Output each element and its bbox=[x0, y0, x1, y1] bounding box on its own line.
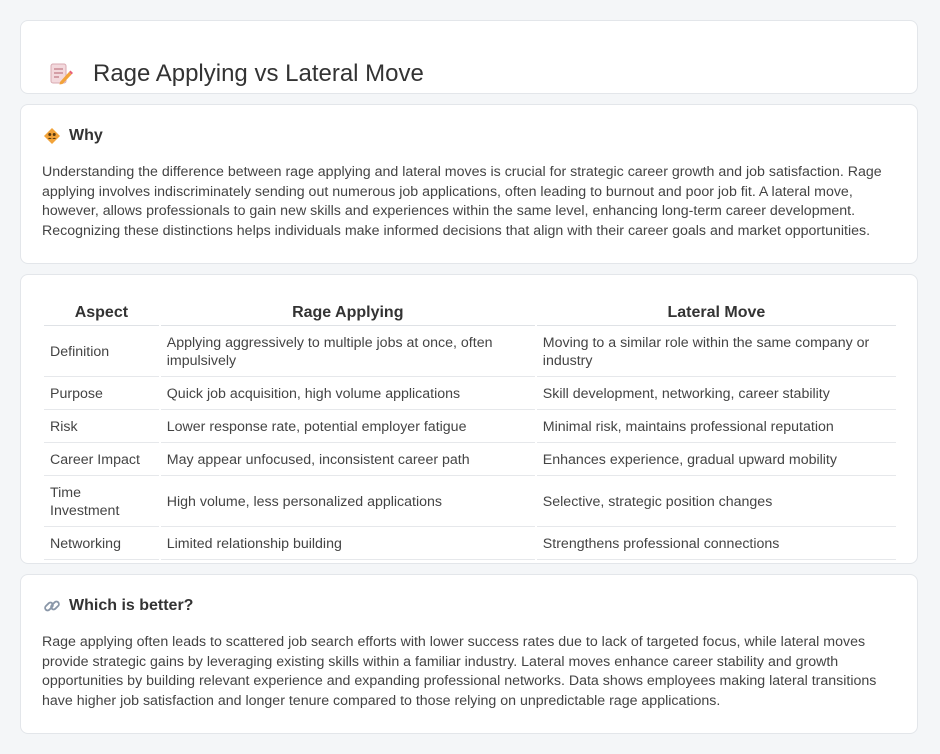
header-rage-applying: Rage Applying bbox=[161, 297, 535, 326]
rage-cell: High volume, less personalized applications bbox=[161, 478, 535, 527]
why-heading-label: Why bbox=[69, 127, 103, 144]
lateral-cell: Selective, strategic position changes bbox=[537, 478, 896, 527]
table-row bbox=[44, 328, 896, 377]
aspect-cell: Purpose bbox=[44, 379, 159, 410]
better-heading-label: Which is better? bbox=[69, 597, 194, 614]
better-heading bbox=[43, 597, 193, 615]
which-is-better-card bbox=[20, 574, 918, 734]
diamond-people-icon bbox=[43, 127, 61, 145]
lateral-cell: Strengthens professional connections bbox=[537, 529, 896, 560]
aspect-cell: Career Impact bbox=[44, 445, 159, 476]
link-icon bbox=[43, 597, 61, 615]
table-header-row bbox=[44, 297, 896, 326]
rage-cell: Limited relationship building bbox=[161, 529, 535, 560]
rage-cell: Quick job acquisition, high volume applications bbox=[161, 379, 535, 410]
table-row bbox=[44, 412, 896, 443]
lateral-cell: Enhances experience, gradual upward mobility bbox=[537, 445, 896, 476]
header-aspect: Aspect bbox=[44, 297, 159, 326]
table-row bbox=[44, 478, 896, 527]
document-edit-icon bbox=[47, 61, 73, 87]
comparison-card bbox=[20, 274, 918, 564]
better-paragraph: Rage applying often leads to scattered job search efforts with lower success rates due to lack of targeted focus, while lateral moves provide strategic gains by leveraging existing skills within a familiar industry. Lateral moves enhance career stability and growth opportunities by building relevant experience and expanding professional networks. Data shows employees making lateral transitions have higher job satisfaction and longer tenure compared to those relying on unpredictable rage applications. bbox=[42, 634, 877, 709]
why-paragraph: Understanding the difference between rage applying and lateral moves is crucial for strategic career growth and job satisfaction. Rage applying involves indiscriminately sending out numerous job applications, often leading to burnout and poor job fit. A lateral move, however, allows professionals to gain new skills and experiences within the same level, enhancing long-term career development. Recognizing these distinctions helps individuals make informed decisions that align with their career goals and market opportunities. bbox=[42, 164, 882, 239]
aspect-cell: Risk bbox=[44, 412, 159, 443]
comparison-table bbox=[42, 295, 898, 562]
table-row bbox=[44, 529, 896, 560]
title-row bbox=[47, 43, 424, 105]
why-heading bbox=[43, 127, 103, 145]
aspect-cell: Networking bbox=[44, 529, 159, 560]
table-row bbox=[44, 445, 896, 476]
lateral-cell: Skill development, networking, career stability bbox=[537, 379, 896, 410]
header-lateral-move: Lateral Move bbox=[537, 297, 896, 326]
rage-cell: May appear unfocused, inconsistent career path bbox=[161, 445, 535, 476]
header-card bbox=[20, 20, 918, 94]
aspect-cell: Time Investment bbox=[44, 478, 159, 527]
aspect-cell: Definition bbox=[44, 328, 159, 377]
why-card bbox=[20, 104, 918, 264]
rage-cell: Applying aggressively to multiple jobs at once, often impulsively bbox=[161, 328, 535, 377]
lateral-cell: Minimal risk, maintains professional reputation bbox=[537, 412, 896, 443]
lateral-cell: Moving to a similar role within the same company or industry bbox=[537, 328, 896, 377]
page-title: Rage Applying vs Lateral Move bbox=[93, 60, 424, 88]
rage-cell: Lower response rate, potential employer fatigue bbox=[161, 412, 535, 443]
table-row bbox=[44, 379, 896, 410]
